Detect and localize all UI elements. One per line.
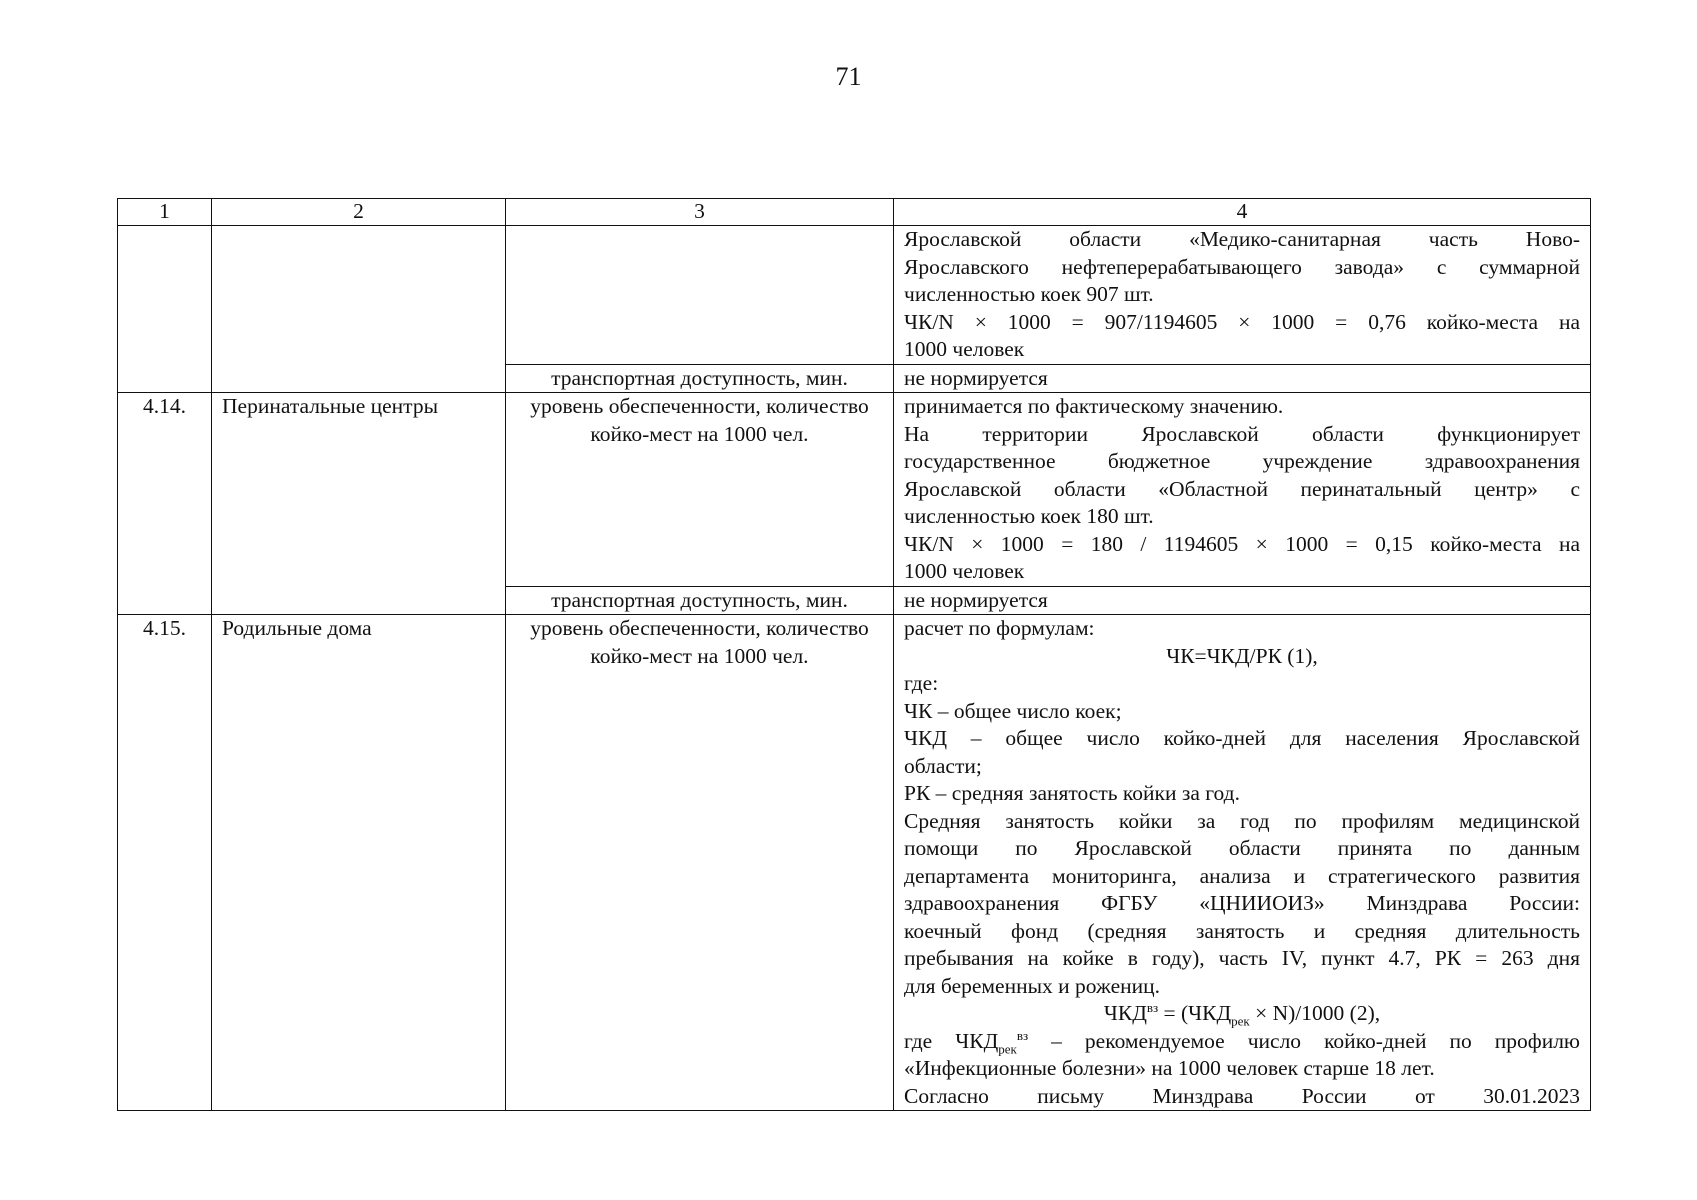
formula-2-superscript: вз	[1146, 999, 1159, 1015]
cell-description	[894, 615, 1591, 1111]
text-line: «Инфекционные болезни» на 1000 человек старше 18 лет.	[904, 1056, 1435, 1080]
cell-num: 4.14.	[118, 393, 212, 615]
formula-2-part: × N)/1000 (2),	[1249, 1001, 1381, 1025]
text-line: Ярославской области «Областной перинатальный центр» с	[904, 476, 1580, 501]
cell-transport-label: транспортная доступность, мин.	[506, 586, 894, 615]
header-col-4: 4	[894, 199, 1591, 226]
text-line: государственное бюджетное учреждение здравоохранения	[904, 449, 1580, 473]
text-line: Ярославской области «Медико-санитарная часть Ново-	[904, 227, 1580, 251]
formula-2	[904, 1000, 1580, 1028]
text-line: На территории Ярославской области функционирует	[904, 421, 1580, 446]
text-line: помощи по Ярославской области принята по данным	[904, 836, 1580, 860]
text-line: здравоохранения ФГБУ «ЦНИИОИЗ» Минздрава России:	[904, 891, 1580, 915]
norms-table	[117, 198, 1591, 1111]
text-line: пребывания на койке в году), часть IV, пункт 4.7, РК = 263 дня	[904, 946, 1580, 970]
formula-1: ЧК=ЧКД/РК (1),	[1166, 643, 1318, 668]
cell-description	[894, 226, 1591, 365]
table-row	[118, 615, 1591, 1111]
formula-2-subscript: рек	[1231, 1013, 1250, 1029]
table-row	[118, 393, 1591, 587]
cell-transport-value	[894, 586, 1591, 615]
header-col-1: 1	[118, 199, 212, 226]
text-line: принимается по фактическому значению.	[904, 394, 1284, 418]
text-line: 1000 человек	[904, 337, 1025, 361]
text-line: 1000 человек	[904, 559, 1025, 583]
text-line: численностью коек 180 шт.	[904, 504, 1154, 528]
text-line: где:	[904, 671, 939, 695]
text-line: ЧК – общее число коек;	[904, 698, 1122, 723]
formula-2-part: = (ЧКД	[1158, 1001, 1232, 1025]
text-line: Средняя занятость койки за год по профилям медицинской	[904, 808, 1580, 833]
header-col-2: 2	[212, 199, 506, 226]
text-line: ЧК/N × 1000 = 907/1194605 × 1000 = 0,76 койко-места на	[904, 309, 1580, 334]
text-line: не нормируется	[904, 587, 1048, 612]
cell-num: 4.15.	[118, 615, 212, 1111]
cell-indicator: уровень обеспеченности, количество койко-мест на 1000 чел.	[506, 615, 894, 1111]
where-part: где ЧКД	[904, 1028, 999, 1053]
text-line: области;	[904, 753, 982, 778]
cell-transport-value	[894, 364, 1591, 393]
cell-name: Родильные дома	[212, 615, 506, 1111]
cell-name	[212, 226, 506, 393]
table-row	[118, 226, 1591, 365]
text-line	[904, 1028, 1580, 1056]
text-line: департамента мониторинга, анализа и стратегического развития	[904, 863, 1580, 888]
cell-description	[894, 393, 1591, 587]
text-line: Ярославского нефтеперерабатывающего завода» с суммарной	[904, 254, 1580, 279]
text-line: Согласно письму Минздрава России от 30.01.2023	[904, 1083, 1580, 1108]
formula-2-part: ЧКД	[1103, 1001, 1147, 1025]
cell-indicator	[506, 226, 894, 365]
cell-transport-label: транспортная доступность, мин.	[506, 364, 894, 393]
where-part: – рекомендуемое число койко-дней по профилю	[1028, 1028, 1580, 1053]
header-col-3: 3	[506, 199, 894, 226]
page-number: 71	[835, 62, 862, 91]
text-line: для беременных и рожениц.	[904, 973, 1161, 998]
text-line: численностью коек 907 шт.	[904, 282, 1154, 306]
text-line: коечный фонд (средняя занятость и средняя длительность	[904, 918, 1580, 943]
cell-name: Перинатальные центры	[212, 393, 506, 615]
where-superscript: вз	[1016, 1027, 1029, 1043]
text-line: ЧК/N × 1000 = 180 / 1194605 × 1000 = 0,15 койко-места на	[904, 531, 1580, 556]
text-line: РК – средняя занятость койки за год.	[904, 781, 1240, 805]
cell-num	[118, 226, 212, 393]
cell-indicator: уровень обеспеченности, количество койко-мест на 1000 чел.	[506, 393, 894, 587]
text-line: не нормируется	[904, 365, 1048, 390]
text-line: расчет по формулам:	[904, 616, 1095, 640]
text-line: ЧКД – общее число койко-дней для населения Ярославской	[904, 726, 1580, 750]
where-subscript: рек	[998, 1040, 1017, 1056]
table-header-row	[118, 199, 1591, 226]
